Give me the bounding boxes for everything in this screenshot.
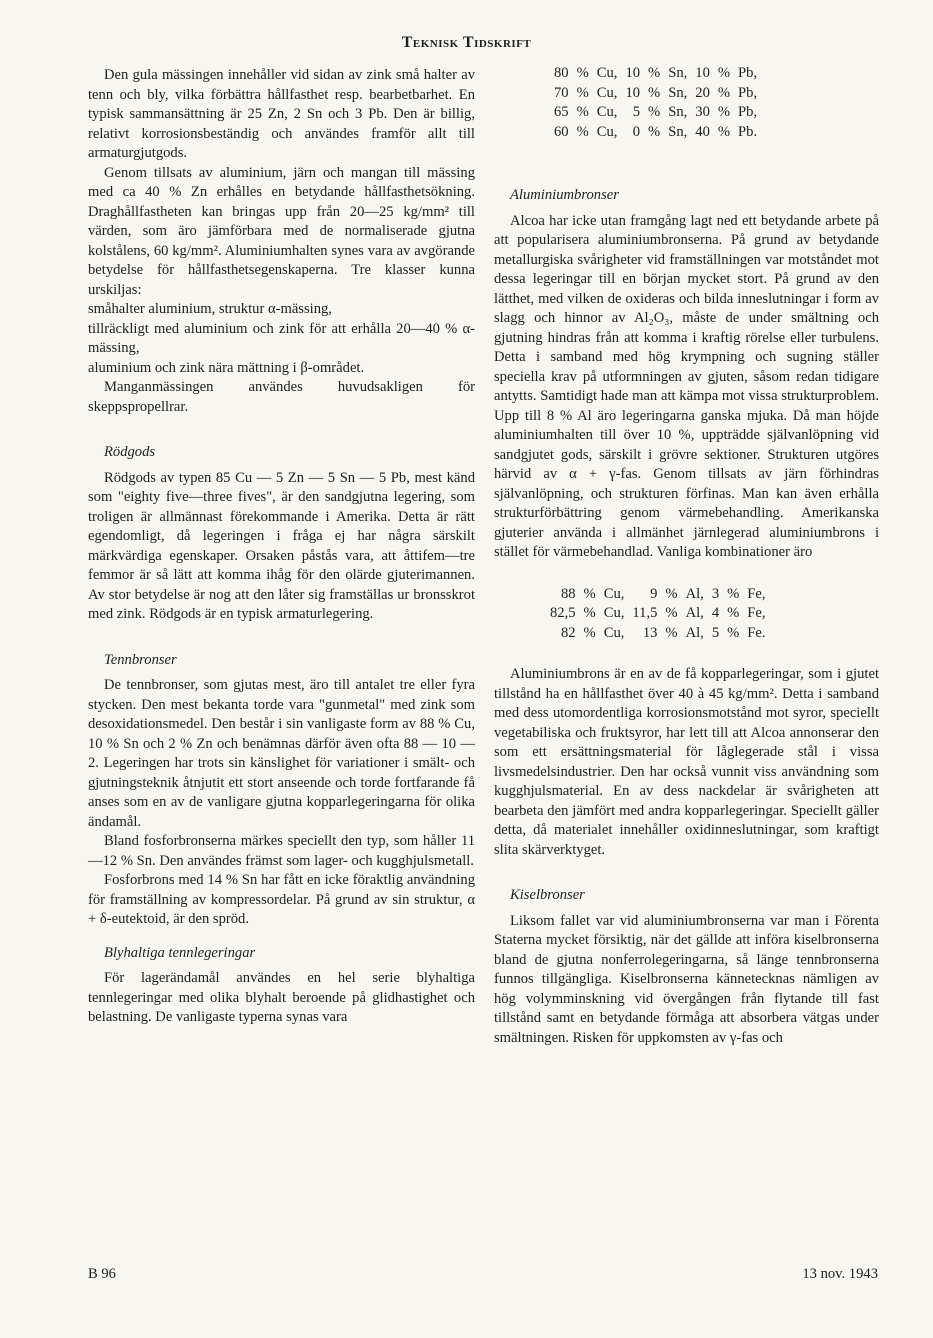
table-cell: Al, [685,624,704,641]
table-cell: % [727,585,740,602]
bly-alloy-table [550,64,761,142]
table-cell: % [648,84,661,101]
table-cell: Al, [685,605,704,621]
table-cell: 5 [711,624,720,641]
table-cell: 10 [625,65,641,81]
table-cell: 13 [642,624,658,641]
table-cell: Sn, [668,84,688,101]
paragraph-rodgods: Rödgods av typen 85 Cu — 5 Zn — 5 Sn — 5 Pb, mest känd som "eighty five—three fives", är den sandgjutna legering, som troligen är allmännast förekommande i Amerika. Detta är rätt egendomligt, då legeringen i fråga ej har några särskilt märkvärdiga egenskaper. Orsaken påstås vara, att åttifem—tre femmor är så lätt att komma ihåg för den olärde gjuterimannen. Av stor betydelse är nog att den låter sig framställas ur bronsskrot med zink. Rödgods är en typisk armaturlegering. [88,469,475,622]
table-cell: Cu, [596,123,618,140]
table-cell: Cu, [596,84,618,101]
paragraph-gul-massing: Den gula mässingen innehåller vid sidan av zink små halter av tenn och bly, vilka förbättra hållfasthet resp. bearbetbarhet. En typisk sammansättning är 25 Zn, 2 Sn och 3 Pb. Den är billig, relativt korrosionsbeständig och användes framför allt till armaturgjutgods. [88,67,475,161]
table-cell: % [665,605,678,621]
paragraph-manganmassing: Manganmässingen användes huvudsakligen för skeppspropellrar. [88,379,475,415]
paragraph-blyhaltiga: För lagerändamål användes en hel serie blyhaltiga tennlegeringar med olika blyhalt beroende på glidhastighet och belastning. De vanligaste typerna synas vara [88,970,475,1025]
paragraph-tennbronser-2: Bland fosforbronserna märkes speciellt den typ, som håller 11—12 % Sn. Den användes främst som lager- och kugghjulsmetall. [88,833,475,869]
table-cell: Fe, [747,605,766,621]
table-cell: Cu, [596,104,618,120]
alu-alloy-table [546,585,770,644]
table-cell: 30 [695,104,710,120]
table-cell: % [648,65,661,81]
table-cell: % [727,605,740,621]
table-cell: % [576,104,589,120]
table-cell: Pb, [738,65,758,81]
table-cell: % [727,624,740,641]
table-cell: % [576,84,589,101]
heading-rodgods: Rödgods [104,444,156,460]
table-cell: % [576,65,589,81]
table-cell: 4 [711,605,720,621]
table-cell: % [576,123,589,140]
table-cell: % [583,605,596,621]
table-cell: % [717,104,731,120]
list-item: tillräckligt med aluminium och zink för att erhålla 20—40 % α-mässing, [88,320,475,356]
table-cell: % [665,585,678,602]
right-column [494,64,879,1048]
heading-tennbronser: Tennbronser [104,651,177,668]
table-cell: 65 [554,104,569,120]
table-cell: % [717,65,731,81]
paragraph-tennbronser-3: Fosforbrons med 14 % Sn har fått en icke föraktlig användning för framställning av kompressordelar. På grund av sin struktur, α + δ-eutektoid, är den spröd. [88,872,475,927]
table-cell: 9 [650,585,658,602]
paragraph-kiselbronser: Liksom fallet var vid aluminiumbronserna var man i Förenta Staterna mycket försiktig, när det gällde att införa kiselbronserna bland de gjutna nonferrolegeringarna, så länge tennbronserna funnos tillgängliga. Kiselbronserna kännetecknas nämligen av hög volymminskning vid övergången från flytande till fast tillstånd samt en betydande förmåga att absorbera vätgas under smältningen. Risken för uppkomsten av γ-fas och [494,912,879,1046]
table-row [546,585,770,605]
table-cell: % [717,123,731,140]
table-cell: Sn, [668,123,688,140]
table-row [546,624,770,644]
table-cell: 10 [695,65,710,81]
table-cell: Cu, [603,585,625,602]
table-cell: 10 [625,84,641,101]
paragraph-aluminiumbronser-1: Alcoa har icke utan framgång lagt ned ett betydande arbete på att popularisera aluminiumbronserna. På grund av betydande metallurgiska svårigheter vid framställningen var motståndet mot dessa legeringar till en början mycket stort. På grund av den lätthet, med vilken de oxideras och bilda inneslutningar i form av slagg och hinnor av Al₂O₃, måste de under smältning och gjutning hindras från att komma i kraftig rörelse eller turbulens. Detta i samband med hög krympning och sugning ställer speciella krav på utformningen av gjuten, såsom redan tidigare antytts. Samtidigt hade man att kämpa mot vissa strukturproblem. Upp till 8 % Al äro legeringarna ganska mjuka. Då man höjde aluminiumhalten till över 10 %, uppträdde självanlöpning vid sandgjutet gods, särskilt i grövre sektioner. Strukturen utgöres härvid av α + γ-fas. Genom tillsats av järn förhindras självanlöpning, och strukturen förfinas. Man kan även erhålla strukturförbättring genom värmebehandling. Amerikanska gjuterier använda i allmänhet järnlegerad aluminiumbrons i stället för värmebehandlad. Vanliga kombinationer äro [494,212,879,560]
table-cell: 20 [695,84,710,101]
table-cell: Sn, [668,65,688,81]
table-cell: 40 [695,123,710,140]
table-cell: Cu, [596,65,618,81]
table-cell: % [648,104,661,120]
table-cell: % [717,84,731,101]
table-cell: Al, [685,585,704,602]
table-cell: Fe, [747,585,766,602]
paragraph-tennbronser-1: De tennbronser, som gjutas mest, äro till antalet tre eller fyra stycken. Den mest bekanta torde vara "gunmetal" med zink som desoxidationsmedel. Den består i sin vanligaste form av 88 % Cu, 10 % Sn och 2 % Zn och benämnas därför även ofta 88 — 10 — 2. Legeringen har trots sin känslighet för variationer i smält- och gjutningsteknik åtnjutit ett stort anseende och torde fortfarande få anses som en av de vanligare gjutna kopparlegeringarna för olika ändamål. [88,677,475,830]
table-cell: Pb, [738,104,758,120]
table-cell: Fe. [747,624,766,641]
heading-aluminiumbronser: Aluminiumbronser [510,187,619,203]
table-cell: 88 [560,585,576,602]
paragraph-aluminium-massing: Genom tillsats av aluminium, järn och mangan till mässing med ca 40 % Zn erhålles en betydande hållfasthetsökning. Draghållfastheten kan bringas upp från 20—25 kg/mm² till värden, som äro jämförbara med de normaliserade gjutna kolstålens, 60 kg/mm². Aluminiumhalten synes vara av avgörande betydelse för hållfasthetsegenskaperna. Tre klasser kunna urskiljas: [88,164,475,298]
table-cell: 60 [554,123,569,140]
table-cell: 5 [632,104,641,120]
table-cell: % [648,123,661,140]
journal-title: Teknisk Tidskrift [401,34,532,51]
heading-kiselbronser: Kiselbronser [510,887,585,903]
table-cell: Pb, [738,84,758,101]
table-cell: Cu, [603,605,625,621]
table-cell: Cu, [603,624,625,641]
table-row [550,123,761,143]
table-cell: 82,5 [550,605,576,621]
heading-blyhaltiga: Blyhaltiga tennlegeringar [104,944,256,961]
table-cell: Pb. [738,123,758,140]
left-column [88,66,475,1028]
list-item: småhalter aluminium, struktur α-mässing, [88,301,332,317]
table-cell: % [583,624,596,641]
table-cell: 82 [560,624,576,641]
table-cell: Sn, [668,104,688,120]
table-cell: 0 [632,123,641,140]
table-cell: 11,5 [632,605,658,621]
table-row [546,604,770,624]
table-row [550,64,761,84]
paragraph-aluminiumbronser-2: Aluminiumbrons är en av de få kopparlegeringar, som i gjutet tillstånd ha en hållfasthet över 40 à 45 kg/mm². Detta i samband med dess utomordentliga korrosionsmotstånd mot syror, speciellt vegetabiliska och fruktsyror, har lett till att Alcoa annonserar den som ett ersättningsmaterial för låglegerade stål i vissa livsmedelsindustrier. Den har också vunnit viss användning som kugghjulsmaterial. En av dess nackdelar är svårigheten att bearbeta den jämfört med andra kopparlegeringar. Speciellt gäller detta, då materialet innehåller oxidinneslutningar, som kraftigt slita skärverktyget. [494,666,879,858]
table-row [550,84,761,104]
table-row [550,103,761,123]
list-item: aluminium och zink nära mättning i β-området. [88,359,365,376]
table-cell: 3 [711,585,720,602]
table-cell: % [665,624,678,641]
table-cell: % [583,585,596,602]
class-list [88,300,475,378]
page-number: B 96 [88,1266,116,1282]
table-cell: 70 [554,84,569,101]
issue-date: 13 nov. 1943 [802,1266,878,1282]
table-cell: 80 [554,65,569,81]
